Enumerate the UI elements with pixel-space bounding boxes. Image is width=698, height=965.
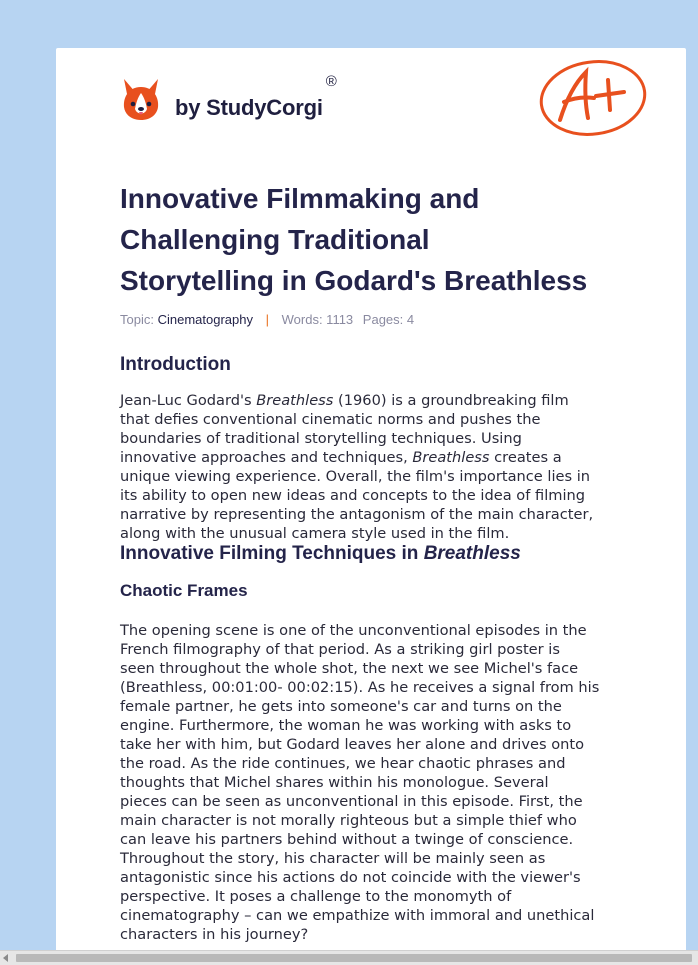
paragraph-line: can leave his partners behind without a twinge of conscience. [120, 831, 574, 848]
paragraph-line: along with the unusual camera style used in the film. [120, 525, 510, 542]
page-count: Pages: 4 [362, 312, 415, 327]
title-line: Challenging Traditional [120, 224, 430, 255]
paragraph-line: The opening scene is one of the unconventional episodes in the [120, 622, 587, 639]
paragraph-line: Throughout the story, his character will be mainly seen as [120, 850, 546, 867]
paragraph-line: the road. As the ride continues, we hear chaotic phrases and [120, 755, 566, 772]
brand-name: by StudyCorgi [175, 95, 323, 120]
paragraph-line: antagonistic since his actions do not coincide with the viewer's [120, 869, 581, 886]
paragraph-line: take her with him, but Godard leaves her alone and drives onto [120, 736, 585, 753]
paragraph-line: French filmography of that period. As a striking girl poster is [120, 641, 560, 658]
document-page [56, 48, 686, 952]
introduction-paragraph [120, 391, 640, 543]
paragraph-line: main character is not morally righteous but a simple thief who [120, 812, 577, 829]
paragraph-line: Jean-Luc Godard's Breathless (1960) is a groundbreaking film [120, 392, 569, 409]
paragraph-line: characters in his journey? [120, 926, 309, 943]
horizontal-scrollbar[interactable] [0, 950, 698, 965]
topic-label: Topic: [120, 312, 154, 327]
introduction-heading: Introduction [120, 354, 231, 375]
paragraph-line: that defies conventional cinematic norms and pushes the [120, 411, 541, 428]
brand-logo[interactable] [121, 72, 337, 122]
paragraph-line: pieces can be seen as unconventional in this episode. First, the [120, 793, 583, 810]
title-line: Storytelling in Godard's Breathless [120, 265, 588, 296]
scroll-left-arrow-icon[interactable] [3, 954, 8, 962]
paragraph-line: unique viewing experience. Overall, the film's importance lies in [120, 468, 591, 485]
topic-link[interactable]: Cinematography [157, 312, 253, 327]
paragraph-line: engine. Furthermore, the woman he was working with asks to [120, 717, 572, 734]
meta-separator: | [265, 312, 269, 327]
chaotic-frames-heading: Chaotic Frames [120, 581, 248, 600]
paragraph-line: perspective. It poses a challenge to the monomyth of [120, 888, 512, 905]
paragraph-line: innovative approaches and techniques, Breathless creates a [120, 449, 562, 466]
a-plus-grade-icon [538, 58, 648, 138]
title-line: Innovative Filmmaking and [120, 183, 480, 214]
paragraph-line: boundaries of traditional storytelling techniques. Using [120, 430, 522, 447]
paragraph-line: thoughts that Michel shares within his monologue. Several [120, 774, 549, 791]
word-count: Words: 1113 [281, 312, 354, 327]
paragraph-line: (Breathless, 00:01:00- 00:02:15). As he receives a signal from his [120, 679, 600, 696]
paragraph-line: cinematography – can we empathize with immoral and unethical [120, 907, 595, 924]
chaotic-frames-paragraph [120, 621, 640, 944]
scrollbar-thumb[interactable] [16, 954, 692, 962]
document-meta [120, 312, 414, 327]
paragraph-line: its ability to open new ideas and concepts to the idea of filming [120, 487, 586, 504]
document-title [120, 178, 640, 301]
paragraph-line: female partner, he gets into someone's car and turns on the [120, 698, 562, 715]
filming-techniques-heading: Innovative Filming Techniques in Breathless [120, 543, 521, 564]
corgi-logo-icon [121, 77, 161, 121]
registered-mark: ® [325, 72, 337, 90]
paragraph-line: seen throughout the whole shot, the next we see Michel's face [120, 660, 579, 677]
paragraph-line: narrative by representing the antagonism of the main character, [120, 506, 594, 523]
